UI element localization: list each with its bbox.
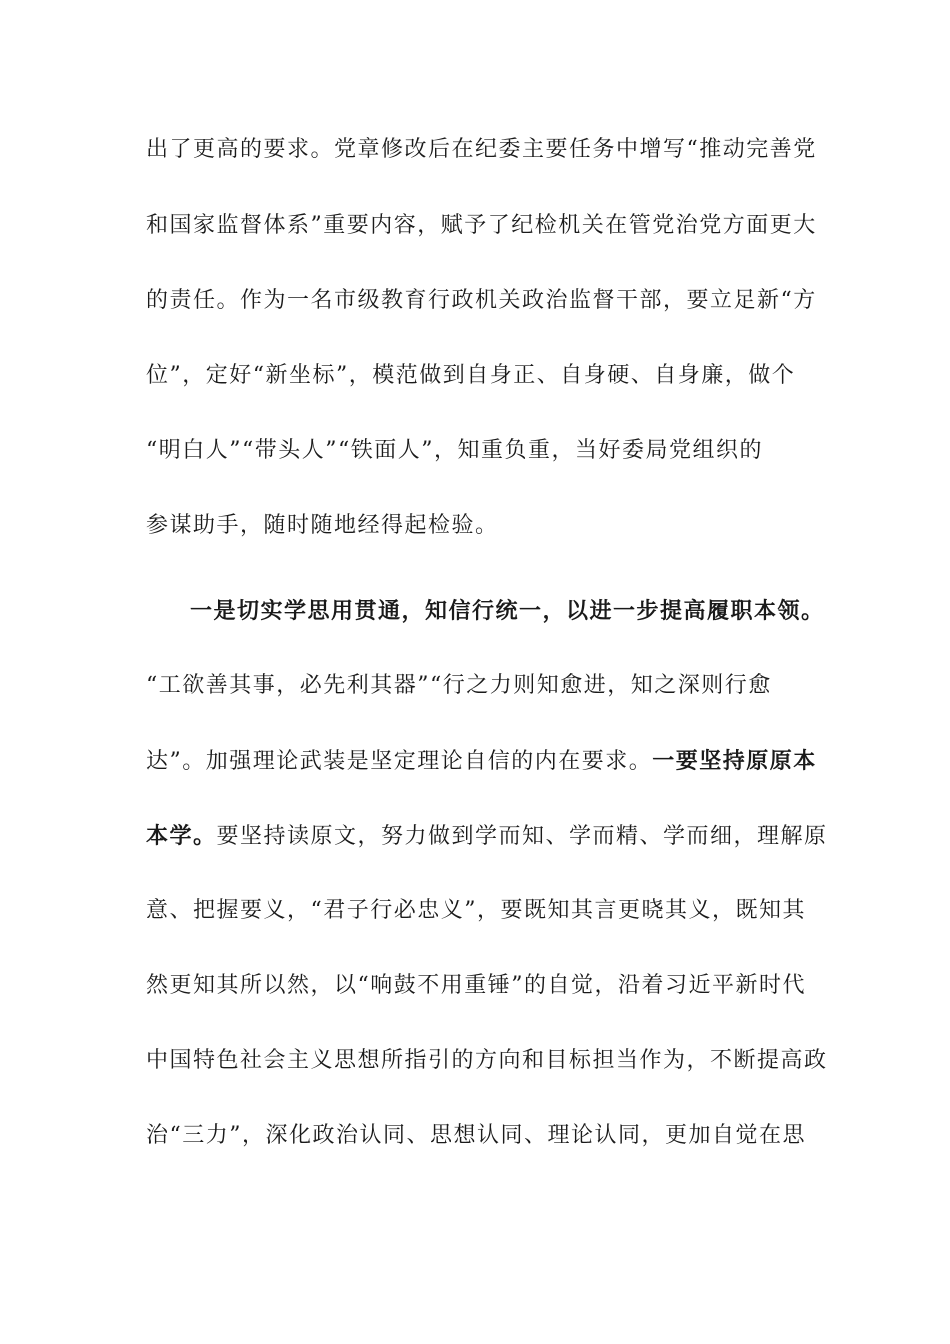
paragraph-line: “明白人”“带头人”“铁面人”，知重负重，当好委局党组织的: [146, 438, 763, 463]
paragraph-line: 中国特色社会主义思想所指引的方向和目标担当作为，不断提高政: [146, 1048, 828, 1073]
section-heading: 一是切实学思用贯通，知信行统一，以进一步提高履职本领。: [190, 598, 825, 624]
paragraph-line: 和国家监督体系”重要内容，赋予了纪检机关在管党治党方面更大: [146, 213, 817, 238]
paragraph-line: [146, 747, 817, 776]
paragraph-text: 达”。加强理论武装是坚定理论自信的内在要求。: [146, 749, 653, 774]
paragraph-line: 出了更高的要求。党章修改后在纪委主要任务中增写“推动完善党: [146, 137, 817, 162]
paragraph-line: 治“三力”，深化政治认同、思想认同、理论认同，更加自觉在思: [146, 1123, 806, 1148]
paragraph-line: 意、把握要义，“君子行必忠义”，要既知其言更晓其义，既知其: [146, 898, 806, 923]
paragraph-line: “工欲善其事，必先利其器”“行之力则知愈进，知之深则行愈: [146, 673, 772, 698]
bold-subheading: 本学。: [146, 823, 217, 849]
paragraph-line: 的责任。作为一名市级教育行政机关政治监督干部，要立足新“方: [146, 288, 817, 313]
paragraph-line: [146, 822, 828, 851]
paragraph-text: 要坚持读原文，努力做到学而知、学而精、学而细，理解原: [216, 824, 828, 849]
bold-subheading: 一要坚持原原本: [652, 748, 817, 774]
paragraph-line: 然更知其所以然，以“响鼓不用重锤”的自觉，沿着习近平新时代: [146, 973, 806, 998]
paragraph-line: 位”，定好“新坐标”，模范做到自身正、自身硬、自身廉，做个: [146, 363, 796, 388]
paragraph-line: 参谋助手，随时随地经得起检验。: [146, 513, 499, 538]
